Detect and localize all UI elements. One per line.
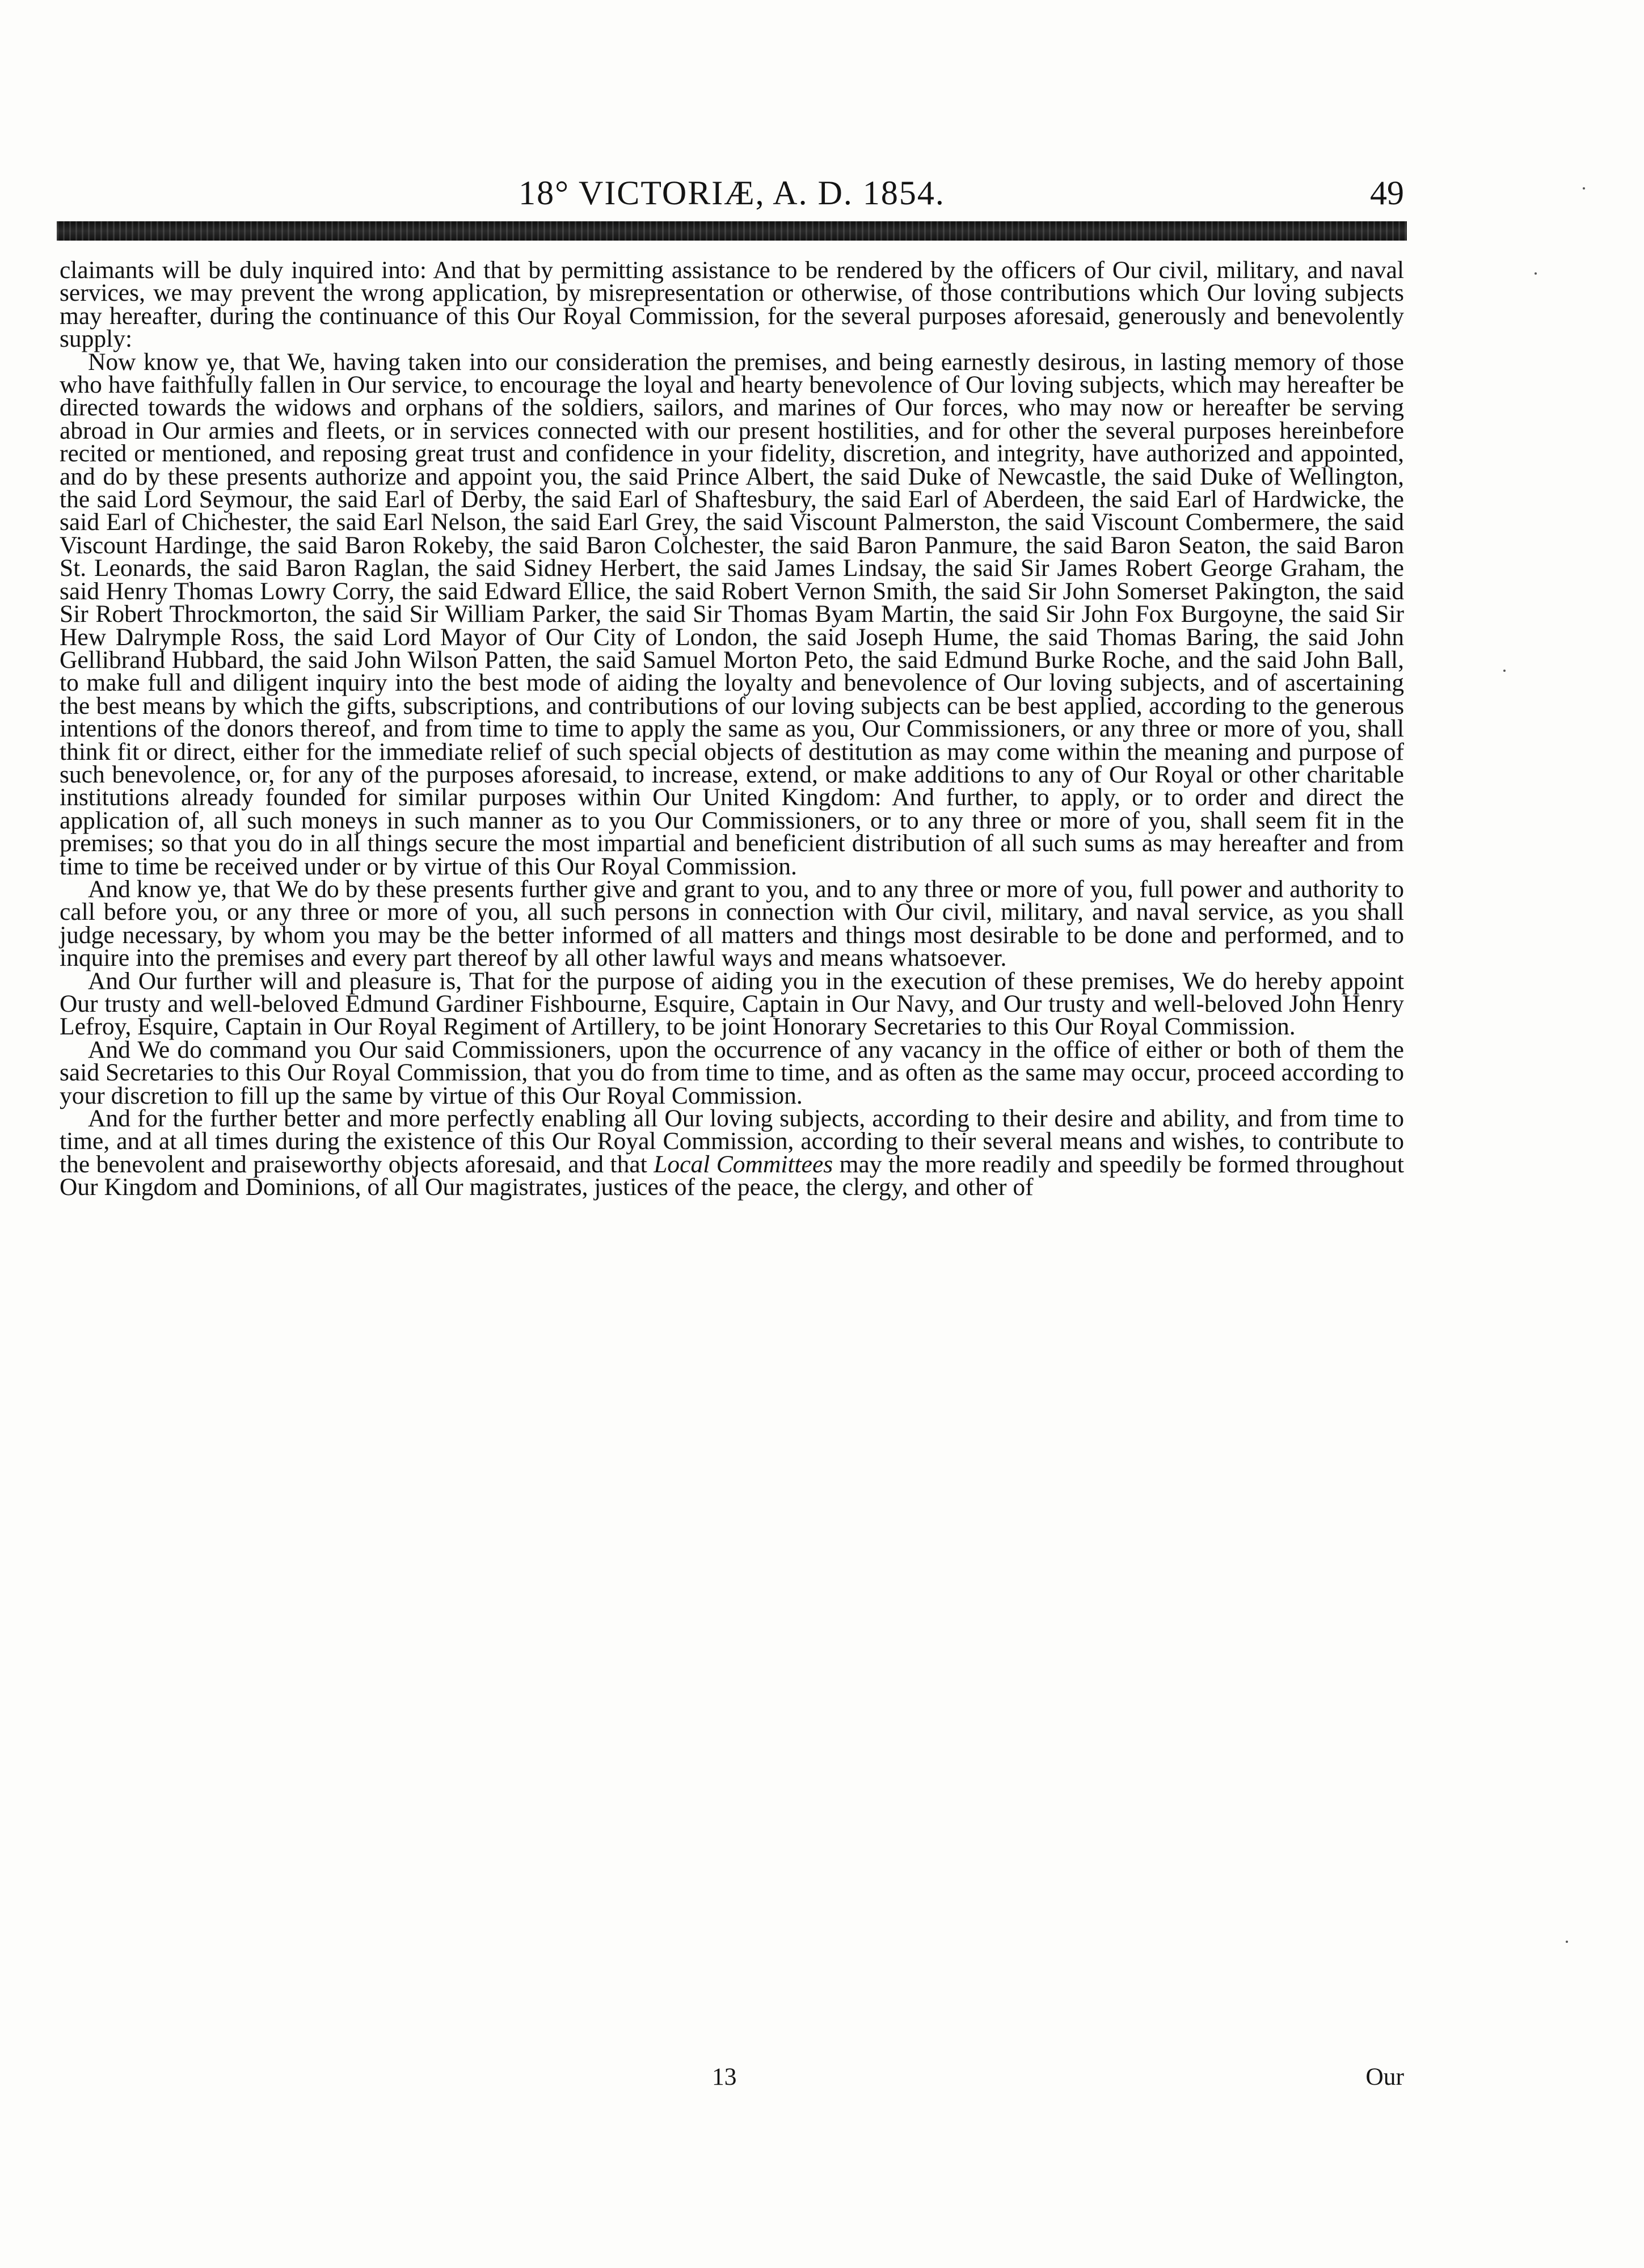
paragraph-text: And know ye, that We do by these presents further give and grant to you, and to any three or more of you, full power and authority to call before you, or any three or more of you, all such persons in connection with Our civil, military, and naval service, as you shall judge necessary, by whom you may be the better informed of all matters and things most desirable to be done and performed, and to inquire into the premises and every part thereof by all other lawful ways and means whatsoever.	[60, 875, 1404, 972]
scan-speck	[1535, 272, 1537, 275]
paragraph	[60, 967, 1404, 1041]
paragraph	[60, 1107, 1404, 1199]
paragraph-text: claimants will be duly inquired into: And that by permitting assistance to be rendered by the officers of Our civil, military, and naval services, we may prevent the wrong application, by misrepresentation or otherwise, of those contributions which Our loving subjects may hereafter, during the continuance of this Our Royal Commission, for the several purposes aforesaid, generously and benevolently supply:	[60, 256, 1404, 353]
page-footer	[60, 2063, 1404, 2091]
signature-mark: 13	[712, 2063, 737, 2090]
paragraph-text: And Our further will and pleasure is, That for the purpose of aiding you in the execution of these premises, We do hereby appoint Our trusty and well-beloved Edmund Gardiner Fishbourne, Esquire, Captain in Our Navy, and Our trusty and well-beloved John Henry Lefroy, Esquire, Captain in Our Royal Regiment of Artillery, to be joint Honorary Secretaries to this Our Royal Commission.	[60, 967, 1404, 1041]
paragraph	[60, 1038, 1404, 1107]
paragraph-text: And We do command you Our said Commissioners, upon the occurrence of any vacancy in the office of either or both of them the said Secretaries to this Our Royal Commission, that you do from time to time, and as often as the same may occur, proceed according to your discretion to fill up the same by virtue of this Our Royal Commission.	[60, 1036, 1404, 1109]
catchword: Our	[1365, 2063, 1404, 2090]
scan-speck	[1583, 187, 1585, 190]
paragraph	[60, 256, 1404, 353]
paragraph	[60, 348, 1404, 880]
page-header	[60, 167, 1404, 218]
page-number: 49	[1370, 174, 1404, 212]
header-rule	[57, 221, 1407, 241]
paragraph-text: may the more readily and speedily be formed throughout Our Kingdom and Dominions, of all Our magistrates, justices of the peace, the clergy, and other of	[60, 1150, 1404, 1201]
running-head: 18° VICTORIÆ, A. D. 1854.	[519, 174, 945, 212]
scan-speck	[1503, 670, 1506, 672]
scan-speck	[1566, 1941, 1568, 1943]
italic-text: Local Committees	[654, 1150, 833, 1178]
paragraph-text: And for the further better and more perfectly enabling all Our loving subjects, according to their desire and ability, and from time to time, and at all times during the existence of this Our Royal Commission, according to their several means and wishes, to contribute to the benevolent and praiseworthy objects aforesaid, and that	[60, 1105, 1404, 1178]
body-text	[60, 256, 1404, 1201]
paragraph	[60, 875, 1404, 972]
paragraph-text: Now know ye, that We, having taken into our consideration the premises, and being earnestly desirous, in lasting memory of those who have faithfully fallen in Our service, to encourage the loyal and hearty benevolence of Our loving subjects, which may hereafter be directed towards the widows and orphans of the soldiers, sailors, and marines of Our forces, who may now or hereafter be serving abroad in Our armies and fleets, or in services connected with our present hostilities, and for other the several purposes hereinbefore recited or mentioned, and reposing great trust and confidence in your fidelity, discretion, and integrity, have authorized and appointed, and do by these presents authorize and appoint you, the said Prince Albert, the said Duke of Newcastle, the said Duke of Wellington, the said Lord Seymour, the said Earl of Derby, the said Earl of Shaftesbury, the said Earl of Aberdeen, the said Earl of Hardwicke, the said Earl of Chichester, the said Earl Nelson, the said Earl Grey, the said Viscount Palmerston, the said Viscount Combermere, the said Viscount Hardinge, the said Baron Rokeby, the said Baron Colchester, the said Baron Panmure, the said Baron Seaton, the said Baron St. Leonards, the said Baron Raglan, the said Sidney Herbert, the said James Lindsay, the said Sir James Robert George Graham, the said Henry Thomas Lowry Corry, the said Edward Ellice, the said Robert Vernon Smith, the said Sir John Somerset Pakington, the said Sir Robert Throckmorton, the said Sir William Parker, the said Sir Thomas Byam Martin, the said Sir John Fox Burgoyne, the said Sir Hew Dalrymple Ross, the said Lord Mayor of Our City of London, the said Joseph Hume, the said Thomas Baring, the said John Gellibrand Hubbard, the said John Wilson Patten, the said Samuel Morton Peto, the said Edmund Burke Roche, and the said John Ball, to make full and diligent inquiry into the best mode of aiding the loyalty and benevolence of Our loving subjects, and of ascertaining the best means by which the gifts, subscriptions, and contributions of our loving subjects can be best applied, according to the generous intentions of the donors thereof, and from time to time to apply the same as you, Our Commissioners, or any three or more of you, shall think fit or direct, either for the immediate relief of such special objects of destitution as may come within the meaning and purpose of such benevolence, or, for any of the purposes aforesaid, to increase, extend, or make additions to any of Our Royal or other charitable institutions already founded for similar purposes within Our United Kingdom: And further, to apply, or to order and direct the application of, all such moneys in such manner as to you Our Commissioners, or to any three or more of you, shall seem fit in the premises; so that you do in all things secure the most impartial and beneficient distribution of all such sums as may hereafter and from time to time be received under or by virtue of this Our Royal Commission.	[60, 348, 1404, 880]
